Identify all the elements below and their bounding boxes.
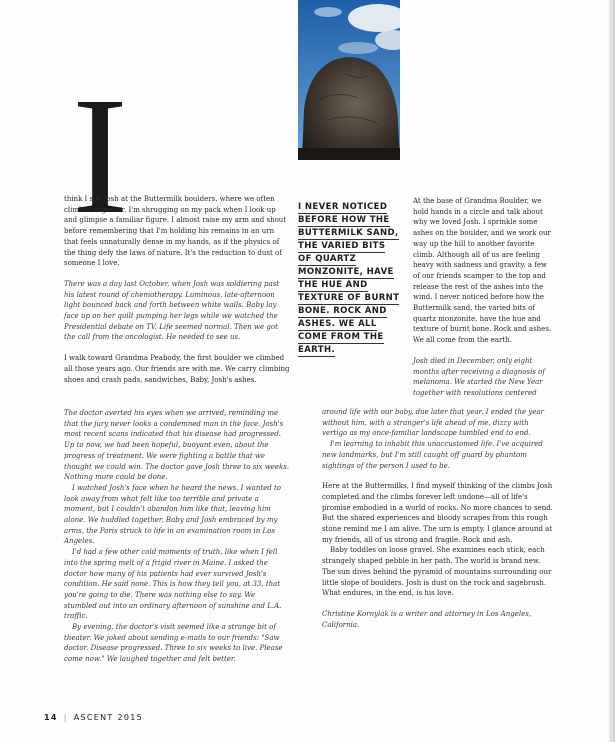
footer-separator: | [63, 713, 68, 722]
body-paragraph: I walk toward Grandma Peabody, the first boulder we climbed all those years ago. Our friends are with me. We carry climbing shoes and crash pads, sandwiches, Baby, Josh's ashes. [64, 354, 290, 384]
page-footer [44, 713, 143, 722]
italic-paragraph: By evening, the doctor's visit seemed like a strange bit of theater. We joked about sending e-mails to our friends: "Saw doctor. Disease progressed. Three to six weeks to live. Please come now." We laughed together and felt better. [64, 623, 283, 664]
italic-paragraph: I'd had a few other cold moments of truth, like when I fell into the spring melt of a frigid river in Maine. I asked the doctor how many of his patients had ever survived Josh's condition. He said none. This is how they tell you, at 33, that you're going to die. There was nothing else to say. We stumbled out into an ordinary afternoon of sunshine and L.A. traffic. [64, 548, 282, 621]
drop-cap: I [72, 63, 128, 249]
pull-quote [298, 201, 400, 357]
boulder-photo-image [298, 0, 400, 160]
body-paragraph: Baby toddles on loose gravel. She examines each stick, each strangely shaped pebble in her path. The world is brand new. The sun dives behind the pyramid of mountains surrounding our little slope of boulders. Josh is dust on the rock and sagebrush. What endures, in the end, is his love. [322, 546, 552, 598]
page-number: 14 [44, 713, 58, 722]
pull-quote-text: I NEVER NOTICED BEFORE HOW THE BUTTERMILK SAND, THE VARIED BITS OF QUARTZ MONZONITE, HAVE THE HUE AND TEXTURE OF BURNT BONE. ROCK AND ASHES. WE ALL COME FROM THE EARTH. [298, 202, 400, 355]
italic-paragraph: The doctor averted his eyes when we arrived, reminding me that the jury never looks a condemned man in the face. Josh's most recent scans indicated that his disease had progressed. Up to now, we had been hopeful, buoyant even, about the progress of treatment. We were fighting a battle that we thought we could win. The doctor gave Josh three to six weeks. Nothing more could be done. [64, 409, 290, 482]
body-paragraph: At the base of Grandma Boulder, we hold hands in a circle and talk about why we loved Josh. I sprinkle some ashes on the boulder, and we work our way up the hill to another favorite climb. Although all of us are feeling heavy with sadness and gravity, a few of our friends scamper to the top and release the rest of the ashes into the wind. I never noticed before how the Buttermilk sand, the varied bits of quartz monzonite, have the hue and texture of burnt bone. Rock and ashes. We all come from the earth. [413, 197, 552, 345]
italic-paragraph: There was a day last October, when Josh was soldiering past his latest round of chemotherapy. Luminous, late-afternoon light bounced back and forth between white walls. Baby lay face up on her quilt pumping her legs while we watched the Presidential debate on TV. Life seemed normal. Then we got the call from the oncologist. He needed to see us. [64, 279, 280, 342]
italic-paragraph: around life with our baby, due later that year. I ended the year without him, with a stranger's life ahead of me, dizzy with vertigo as my once-familiar landscape tumbled end to end. [322, 408, 544, 438]
magazine-name: ASCENT 2015 [73, 713, 143, 722]
italic-paragraph: Josh died in December, only eight months after receiving a diagnosis of melanoma. We started the New Year together with resolutions centered [413, 356, 545, 397]
body-paragraph: think I see Josh at the Buttermilk boulders, where we often climbed together. I'm shrugging on my pack when I look up and glimpse a familiar figure. I almost raise my arm and shout before remembering that I'm holding his remains in an urn that feels unnaturally dense in my hands, as if the physics of the thing defy the laws of nature. It's the reduction to dust of someone I love. [64, 195, 287, 268]
column-left-lower [64, 408, 290, 665]
column-right-upper [413, 196, 553, 409]
boulder-photo [298, 0, 400, 160]
body-paragraph: Here at the Buttermilks, I find myself thinking of the climbs Josh completed and the climbs forever left undone—all of life's promise embodied in a world of rocks. No more chances to send. But the shared experiences and bloody scrapes from this rough stone remind me I am alive. The urn is empty. I glance around at my friends, all of us strong and fragile. Rock and ash. [322, 482, 553, 544]
author-bio: Christine Kornylak is a writer and attorney in Los Angeles, California. [322, 609, 532, 629]
page-edge-shadow [609, 0, 615, 742]
italic-paragraph: I'm learning to inhabit this unaccustomed life. I've acquired new landmarks, but I'm still caught off guard by phantom sightings of the person I used to be. [322, 440, 543, 470]
italic-paragraph: I watched Josh's face when he heard the news. I wanted to look away from what felt like too terrible and private a moment, but I couldn't abandon him like that, leaving him alone. We huddled together, Baby and Josh embraced by my arms, the Paris struck to life in an examination room in Los Angeles. [64, 483, 282, 546]
column-left-upper [64, 194, 290, 395]
column-right-lower [322, 407, 554, 640]
